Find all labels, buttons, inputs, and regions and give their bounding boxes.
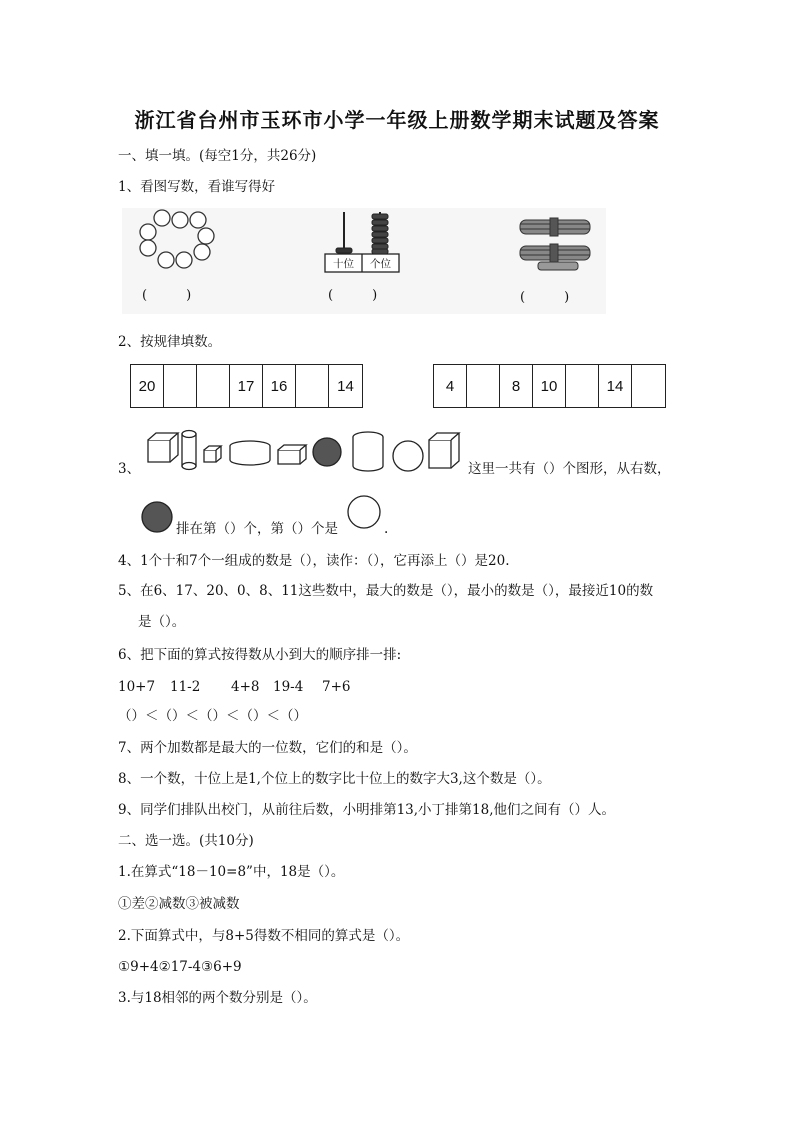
question-3-shapes: [146, 428, 466, 474]
expression-4: 19-4: [273, 679, 304, 695]
blank-1[interactable]: ( ): [142, 288, 192, 303]
question-3-text-a: 这里一共有（）个图形，从右数，: [468, 461, 671, 477]
sequence-row-1: [130, 364, 363, 408]
circle-icon: [346, 494, 382, 530]
section2-heading: 二、选一选。(共10分): [118, 833, 254, 849]
page-title: 浙江省台州市玉环市小学一年级上册数学期末试题及答案: [134, 108, 660, 132]
sequence-cell[interactable]: [467, 365, 500, 407]
abacus-label-ones: 个位: [370, 258, 391, 270]
section1-heading: 一、填一填。(每空1分，共26分): [118, 148, 317, 164]
sequence-cell[interactable]: [296, 365, 329, 407]
abacus-label-tens: 十位: [333, 258, 354, 270]
expression-3: 4+8: [231, 679, 260, 695]
sequence-cell: 8: [500, 365, 533, 407]
question-3-text-b: 排在第（）个，第（）个是: [176, 521, 338, 537]
sequence-cell[interactable]: [197, 365, 230, 407]
sequence-cell: 20: [131, 365, 164, 407]
question-1-text: 1、看图写数，看谁写得好: [118, 179, 276, 195]
sequence-cell: 14: [599, 365, 632, 407]
question-9-text: 9、同学们排队出校门，从前往后数，小明排第13,小丁排第18,他们之间有（）人。: [118, 802, 616, 818]
sequence-cell[interactable]: [566, 365, 599, 407]
sequence-cell[interactable]: [632, 365, 665, 407]
sequence-cell: 4: [434, 365, 467, 407]
question-4-text: 4、1个十和7个一组成的数是（），读作：（），它再添上（）是20.: [118, 553, 510, 569]
sequence-row-2: [433, 364, 666, 408]
question-3-text-c: .: [384, 521, 389, 537]
section2-question-2-options: ①9+4②17-4③6+9: [118, 959, 242, 975]
question-2-text: 2、按规律填数。: [118, 334, 222, 350]
sequence-cell: 16: [263, 365, 296, 407]
expression-2: 11-2: [170, 679, 201, 695]
section2-question-2: 2.下面算式中，与8+5得数不相同的算式是（）。: [118, 928, 410, 944]
sequence-cell: 10: [533, 365, 566, 407]
blank-2[interactable]: ( ): [328, 288, 378, 303]
question-5-text: 5、在6、17、20、0、8、11这些数中，最大的数是（），最小的数是（），最接近10的数: [118, 583, 654, 599]
blank-3[interactable]: ( ): [520, 290, 570, 305]
question-6-text: 6、把下面的算式按得数从小到大的顺序排一排:: [118, 647, 402, 663]
expression-5: 7+6: [322, 679, 351, 695]
shapes-row-icon: [146, 428, 466, 474]
question-1-figure: [122, 208, 606, 314]
question-3-prefix: 3、: [118, 461, 141, 477]
question-1-pictures: [122, 208, 606, 314]
expression-1: 10+7: [118, 679, 156, 695]
sequence-cell: 17: [230, 365, 263, 407]
section2-question-1: 1.在算式“18－10=8”中，18是（）。: [118, 864, 345, 880]
section2-question-3: 3.与18相邻的两个数分别是（）。: [118, 990, 317, 1006]
sequence-cell: 14: [337, 377, 354, 395]
section2-question-1-options: ①差②减数③被减数: [118, 896, 240, 912]
sequence-cell[interactable]: [164, 365, 197, 407]
question-5-text-cont: 是（）。: [138, 614, 186, 630]
question-8-text: 8、一个数，十位上是1,个位上的数字比十位上的数字大3,这个数是（）。: [118, 771, 551, 787]
order-blanks: （）＜（）＜（）＜（）＜（）: [118, 708, 307, 724]
dark-sphere-icon: [140, 500, 174, 534]
question-7-text: 7、两个加数都是最大的一位数，它们的和是（）。: [118, 740, 417, 756]
